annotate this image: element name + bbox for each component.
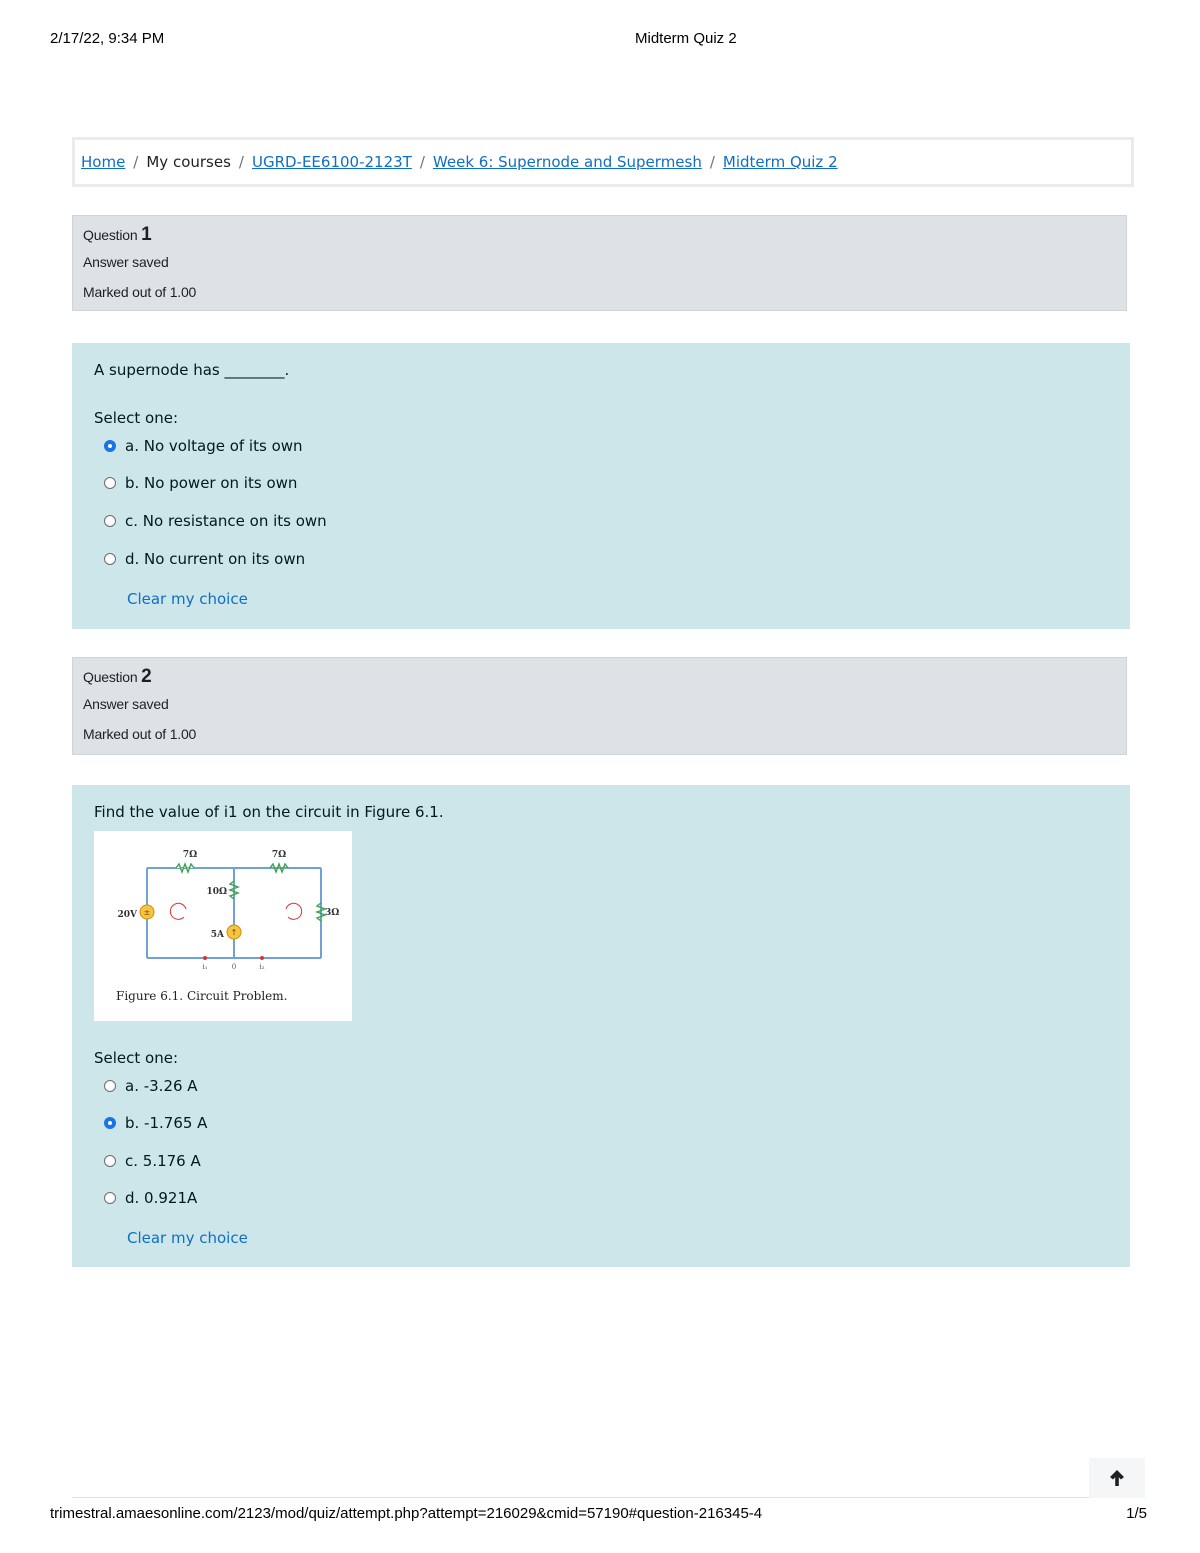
print-date: 2/17/22, 9:34 PM [50,30,165,47]
answer-label: d. No current on its own [125,550,306,568]
breadcrumb-quiz[interactable]: Midterm Quiz 2 [722,153,838,171]
label-v-source: 20V [117,910,137,920]
question-2-content [72,785,1130,1267]
radio-icon[interactable] [104,477,116,489]
clear-choice-link[interactable]: Clear my choice [127,1229,248,1247]
figure-caption: Figure 6.1. Circuit Problem. [116,989,288,1003]
answer-option-a[interactable] [104,1077,198,1095]
label-r-right: 3Ω [325,908,340,918]
breadcrumb-home[interactable]: Home [81,153,126,171]
circuit-diagram [94,831,352,991]
answer-label: d. 0.921A [125,1189,198,1207]
question-label: Question [83,227,138,243]
breadcrumb-separator: / [238,153,244,171]
arrow-up-icon [1109,1469,1125,1487]
radio-icon[interactable] [104,515,116,527]
breadcrumb-week[interactable]: Week 6: Supernode and Supermesh [432,153,702,171]
question-1-info [72,215,1127,311]
question-number [83,224,1116,246]
label-node-2: i₂ [259,963,265,971]
question-grade: Marked out of 1.00 [83,726,197,742]
answer-option-b[interactable] [104,1114,207,1132]
question-label: Question [83,669,138,685]
scroll-top-button[interactable] [1089,1458,1145,1498]
question-2-info [72,657,1127,755]
question-grade: Marked out of 1.00 [83,284,197,300]
answer-option-c[interactable] [104,1152,201,1170]
answer-label: a. No voltage of its own [125,437,303,455]
label-node-0: 0 [231,963,237,971]
svg-text:↑: ↑ [230,928,238,937]
radio-icon[interactable] [104,1080,116,1092]
svg-text:±: ± [143,908,151,917]
mesh-current-right-icon [286,903,302,919]
breadcrumb-course[interactable]: UGRD-EE6100-2123T [251,153,412,171]
question-state: Answer saved [83,696,169,712]
label-node-1: i₁ [202,963,208,971]
question-number [83,666,1116,688]
label-r-top-left: 7Ω [182,850,198,860]
answer-option-a[interactable] [104,437,303,455]
label-r-middle: 10Ω [206,887,227,897]
mesh-current-left-icon [170,903,186,919]
breadcrumb-my-courses: My courses [146,153,231,171]
question-text: Find the value of i1 on the circuit in Figure 6.1. [94,803,444,821]
answer-option-d[interactable] [104,1189,197,1207]
question-1-content [72,343,1130,629]
question-number-value: 2 [141,666,152,687]
print-url: trimestral.amaesonline.com/2123/mod/quiz/attempt.php?attempt=216029&cmid=57190#question-216345-4 [50,1505,763,1522]
answer-label: a. -3.26 A [125,1077,198,1095]
resistor-top-left [176,864,194,872]
print-title: Midterm Quiz 2 [635,30,737,47]
answer-label: b. -1.765 A [125,1114,208,1132]
answer-label: b. No power on its own [125,474,298,492]
answer-option-b[interactable] [104,474,297,492]
select-prompt: Select one: [94,409,179,427]
breadcrumb [72,137,1134,187]
radio-icon[interactable] [104,1155,116,1167]
clear-choice-link[interactable]: Clear my choice [127,590,248,608]
circuit-figure [94,831,352,1021]
answer-label: c. No resistance on its own [125,512,327,530]
breadcrumb-separator: / [709,153,715,171]
breadcrumb-separator: / [419,153,425,171]
breadcrumb-separator: / [133,153,139,171]
print-page-number: 1/5 [1126,1505,1147,1522]
label-i-source: 5A [210,930,224,940]
label-r-top-right: 7Ω [271,850,287,860]
radio-icon[interactable] [104,553,116,565]
radio-checked-icon[interactable] [104,1117,116,1129]
footer-divider [72,1497,1089,1498]
answer-option-c[interactable] [104,512,327,530]
select-prompt: Select one: [94,1049,179,1067]
radio-checked-icon[interactable] [104,440,116,452]
answer-option-d[interactable] [104,550,305,568]
question-number-value: 1 [141,224,152,245]
question-text: A supernode has ________. [94,361,290,379]
question-state: Answer saved [83,254,169,270]
radio-icon[interactable] [104,1192,116,1204]
answer-label: c. 5.176 A [125,1152,201,1170]
